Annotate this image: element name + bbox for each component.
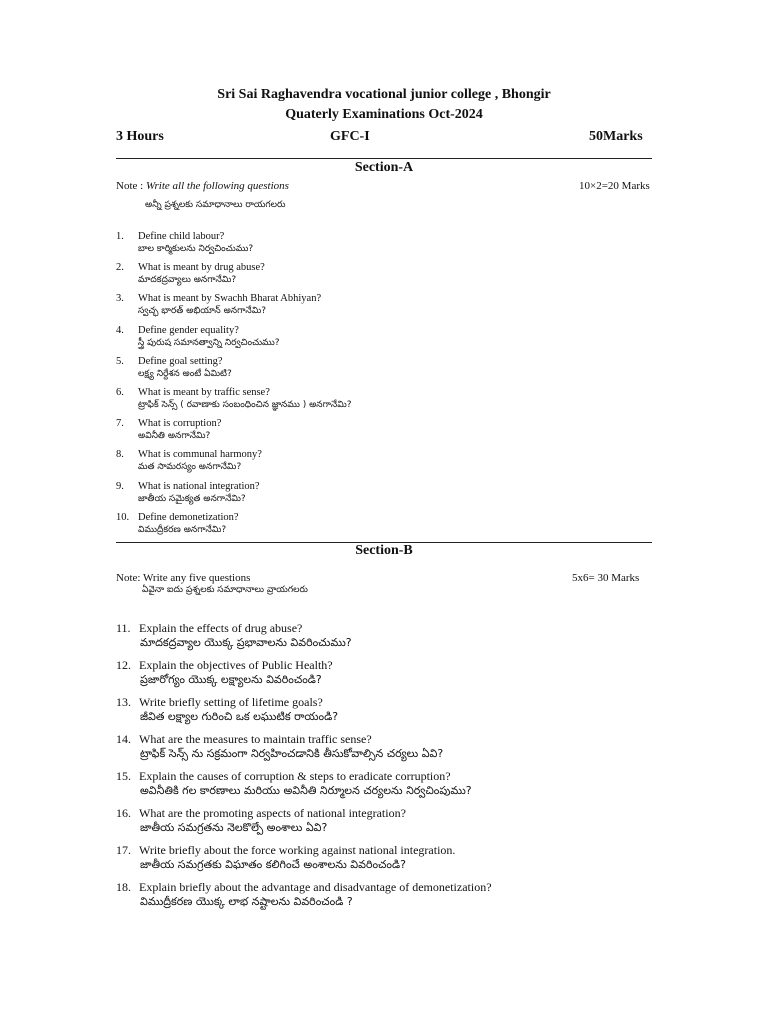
section-a-marks: 10×2=20 Marks [579,180,650,192]
question-number: 16. [116,806,131,820]
question-text-english: Define demonetization? [138,511,239,523]
question-text-telugu: అవినీతికి గల కారణాలు మరియు అవినీతి నిర్మూలన చర్యలను నిర్వచింపుము? [140,784,472,797]
question-text-telugu: స్వచ్ఛ భారత్ అభియాన్ అనగానేమి? [138,306,267,317]
question-number: 13. [116,695,131,709]
question-text-english: Explain the effects of drug abuse? [139,621,303,635]
question-text-telugu: మత సామరస్యం అనగానేమి? [138,462,242,473]
question-text-english: Explain the causes of corruption & steps to eradicate corruption? [139,769,451,783]
question-number: 12. [116,658,131,672]
question-text-telugu: ట్రాఫిక్ సెన్స్ ను సక్రమంగా నిర్వహించడానికి తీసుకోవాల్సిన చర్యలు ఏవి? [140,747,444,760]
question-text-telugu: అవినీతి అనగానేమి? [138,431,211,442]
question-text-english: What is national integration? [138,480,260,492]
question-text-english: Explain the objectives of Public Health? [139,658,333,672]
section-a-note [116,180,289,192]
section-b-note: Note: Write any five questions [116,572,251,584]
question-text-telugu: జాతీయ సమగ్రతకు విఘాతం కలిగించే అంశాలను వివరించండి? [140,858,406,871]
question-number: 8. [116,449,124,461]
question-text-telugu: లక్ష్య నిర్దేశన అంటే ఏమిటి? [138,368,232,379]
question-number: 6. [116,387,124,398]
college-name: Sri Sai Raghavendra vocational junior college , Bhongir [217,87,551,102]
question-text-english: What are the promoting aspects of national integration? [139,806,406,820]
question-number: 7. [116,418,124,430]
question-text-english: Define goal setting? [138,355,223,367]
question-text-telugu: విముద్రీకరణ యొక్క లాభ నష్టాలను వివరించండి ? [140,895,353,908]
question-number: 15. [116,769,131,783]
question-number: 18. [116,880,131,894]
question-text-english: What is meant by drug abuse? [138,262,265,274]
section-a-title: Section-A [354,160,414,175]
section-b-marks: 5x6= 30 Marks [572,572,640,584]
question-number: 11. [116,621,131,635]
question-text-english: Write briefly about the force working against national integration. [139,843,456,857]
question-text-telugu: విముద్రీకరణ అనగానేమి? [138,524,227,535]
question-text-telugu: స్త్రీ పురుష సమానత్వాన్ని నిర్వచించుము? [138,337,280,348]
section-a-note-prefix: Note : [116,180,144,192]
subject-code: GFC-I [330,129,370,144]
section-b-note-telugu: ఏవైనా ఐదు ప్రశ్నలకు సమాధానాలు వ్రాయగలరు [142,585,308,595]
question-text-telugu: జీవిత లక్ష్యాల గురించి ఒక లఘుటిక రాయండి? [140,710,339,723]
question-number: 4. [116,324,124,336]
question-number: 1. [116,231,124,242]
question-text-telugu: మాదకద్రవ్యాలు అనగానేమి? [138,275,237,286]
question-number: 2. [116,262,124,274]
exam-duration: 3 Hours [116,129,164,144]
exam-title: Quaterly Examinations Oct-2024 [285,107,483,122]
header-divider [116,158,652,159]
question-text-english: What is communal harmony? [138,449,262,461]
question-text-telugu: ప్రజారోగ్యం యొక్క లక్ష్యాలను వివరించండి? [140,673,322,686]
question-text-telugu: బాల కార్మికులను నిర్వచించుము? [138,244,254,254]
question-number: 10. [116,511,130,523]
question-number: 14. [116,732,131,746]
section-b-title: Section-B [355,543,413,558]
question-text-telugu: ట్రాఫిక్ సెన్స్ ( రవాణాకు సంబంధించిన జ్ఞానము ) అనగానేమి? [138,400,352,410]
question-text-telugu: జాతీయ సమైక్యత అనగానేమి? [138,493,246,504]
section-a-note-telugu: అన్నీ ప్రశ్నలకు సమాధానాలు రాయగలరు [145,200,286,210]
question-number: 5. [116,355,124,367]
question-text-english: Define child labour? [138,231,225,242]
section-a-note-text: Write all the following questions [145,180,289,192]
question-number: 17. [116,843,131,857]
question-number: 9. [116,480,124,492]
question-text-english: Explain briefly about the advantage and disadvantage of demonetization? [139,880,492,894]
question-text-telugu: మాదకద్రవ్యాల యొక్క ప్రభావాలను వివరించుము? [140,636,352,649]
question-text-english: What is meant by Swachh Bharat Abhiyan? [138,293,322,305]
question-text-telugu: జాతీయ సమగ్రతను నెలకొల్పే అంశాలు ఏవి? [140,821,328,834]
question-number: 3. [116,293,124,305]
total-marks: 50Marks [589,129,643,144]
question-text-english: What is meant by traffic sense? [138,387,270,398]
question-text-english: Write briefly setting of lifetime goals? [139,695,323,709]
question-text-english: What are the measures to maintain traffic sense? [139,732,372,746]
question-text-english: Define gender equality? [138,324,239,336]
question-text-english: What is corruption? [138,418,222,430]
